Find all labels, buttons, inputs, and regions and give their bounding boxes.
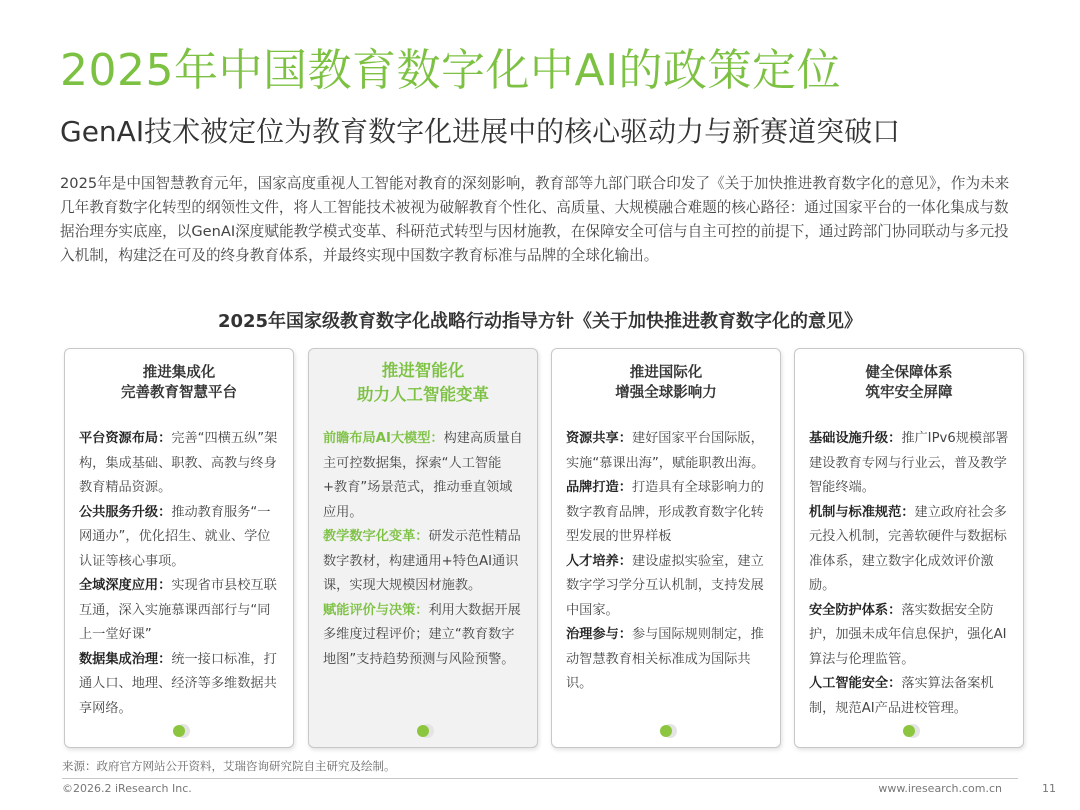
item-text: 参与国际规则制定，推动智慧教育相关标准成为国际共识。 bbox=[566, 627, 764, 691]
card-row bbox=[64, 348, 1026, 750]
item-key: 平台资源布局： bbox=[79, 431, 172, 446]
item-text: 打造具有全球影响力的数字教育品牌，形成教育数字化转型发展的世界样板 bbox=[566, 480, 764, 544]
card-title bbox=[795, 363, 1023, 403]
card-title-line1: 推进集成化 bbox=[142, 365, 216, 381]
footer-divider bbox=[62, 778, 1018, 779]
card-intelligence bbox=[308, 348, 538, 748]
card-item bbox=[323, 525, 525, 599]
card-title-line2: 助力人工智能变革 bbox=[357, 385, 489, 404]
website-link[interactable]: www.iresearch.com.cn bbox=[878, 782, 1002, 795]
item-text: 实现省市县校互联互通，深入实施慕课西部行与“同上一堂好课” bbox=[79, 578, 277, 642]
item-text: 完善“四横五纵”架构，集成基础、职教、高教与终身教育精品资源。 bbox=[79, 431, 278, 495]
card-body bbox=[566, 427, 768, 697]
source-note: 来源：政府官方网站公开资料，艾瑞咨询研究院自主研究及绘制。 bbox=[62, 759, 396, 773]
item-text: 统一接口标准，打通人口、地理、经济等多维数据共享网络。 bbox=[79, 651, 277, 716]
card-item bbox=[566, 476, 768, 550]
card-item bbox=[809, 672, 1011, 721]
intro-paragraph: 2025年是中国智慧教育元年，国家高度重视人工智能对教育的深刻影响，教育部等九部门联合印发了《关于加快推进教育数字化的意见》，作为未来几年教育数字化转型的纲领性文件，将人工智能技术被视为破解教育个性化、高质量、大规模融合难题的核心路径：通过国家平台的一体化集成与数据治理夯实底座，以GenAI深度赋能教学模式变革、科研范式转型与因材施教，在保障安全可信与自主可控的前提下，通过跨部门协同联动与多元投入机制，构建泛在可及的终身教育体系，并最终实现中国数字教育标准与品牌的全球化输出。 bbox=[60, 175, 1010, 264]
card-item bbox=[79, 501, 281, 575]
card-body bbox=[809, 427, 1011, 721]
card-title bbox=[65, 363, 293, 403]
item-key: 数据集成治理： bbox=[79, 651, 172, 667]
item-key: 机制与标准规范： bbox=[809, 504, 915, 520]
toggle-dot-icon bbox=[417, 725, 429, 737]
section-heading: 2025年国家级教育数字化战略行动指导方针《关于加快推进教育数字化的意见》 bbox=[217, 311, 863, 332]
item-key: 人工智能安全： bbox=[809, 676, 902, 691]
card-security bbox=[794, 348, 1024, 748]
item-text: 研发示范性精品数字教材，构建通用+特色AI通识课，实现大规模因材施教。 bbox=[323, 529, 521, 593]
item-text: 建设虚拟实验室，建立数字学习学分互认机制，支持发展中国家。 bbox=[566, 553, 764, 618]
toggle-dot-icon bbox=[660, 725, 672, 737]
card-integration bbox=[64, 348, 294, 748]
copyright: ©2026.2 iResearch Inc. bbox=[62, 782, 192, 795]
card-item bbox=[323, 599, 525, 673]
card-title-line2: 完善教育智慧平台 bbox=[121, 385, 237, 401]
item-key: 赋能评价与决策： bbox=[323, 602, 429, 618]
item-key: 品牌打造： bbox=[566, 480, 632, 495]
item-text: 落实数据安全防护，加强未成年信息保护，强化AI算法与伦理监管。 bbox=[809, 602, 1007, 667]
toggle-dot-icon bbox=[903, 725, 915, 737]
item-key: 前瞻布局AI大模型： bbox=[323, 431, 444, 446]
item-text: 建立政府社会多元投入机制，完善软硬件与数据标准体系，建立数字化成效评价激励。 bbox=[809, 504, 1007, 593]
item-key: 资源共享： bbox=[566, 431, 632, 446]
item-key: 公共服务升级： bbox=[79, 504, 172, 520]
item-text: 构建高质量自主可控数据集，探索“人工智能+教育”场景范式，推动垂直领域应用。 bbox=[323, 431, 523, 520]
card-item bbox=[79, 427, 281, 501]
item-key: 基础设施升级： bbox=[809, 431, 902, 446]
card-item bbox=[809, 501, 1011, 599]
item-key: 治理参与： bbox=[566, 627, 632, 642]
toggle-dot-icon bbox=[173, 725, 185, 737]
card-item bbox=[79, 648, 281, 722]
card-title-line1: 健全保障体系 bbox=[865, 365, 953, 381]
card-item bbox=[809, 599, 1011, 673]
item-text: 推广IPv6规模部署建设教育专网与行业云，普及教学智能终端。 bbox=[809, 431, 1009, 495]
card-item bbox=[566, 427, 768, 476]
item-text: 建好国家平台国际版，实施“慕课出海”，赋能职教出海。 bbox=[566, 431, 765, 471]
item-text: 推动教育服务“一网通办”，优化招生、就业、学位认证等核心事项。 bbox=[79, 504, 271, 569]
card-item bbox=[809, 427, 1011, 501]
card-title bbox=[309, 359, 537, 407]
item-text: 落实算法备案机制，规范AI产品进校管理。 bbox=[809, 676, 994, 716]
item-text: 利用大数据开展多维度过程评价；建立“教育数字地图”支持趋势预测与风险预警。 bbox=[323, 602, 521, 667]
card-title-line1: 推进国际化 bbox=[629, 365, 703, 381]
card-title-line1: 推进智能化 bbox=[381, 361, 465, 380]
card-title-line2: 增强全球影响力 bbox=[615, 385, 717, 401]
card-body bbox=[79, 427, 281, 721]
card-item bbox=[566, 623, 768, 697]
item-key: 人才培养： bbox=[566, 553, 632, 569]
card-item bbox=[79, 574, 281, 648]
page-number: 11 bbox=[1042, 782, 1056, 795]
card-internationalization bbox=[551, 348, 781, 748]
item-key: 安全防护体系： bbox=[809, 602, 902, 618]
item-key: 全域深度应用： bbox=[79, 578, 172, 593]
page-subtitle: GenAI技术被定位为教育数字化进展中的核心驱动力与新赛道突破口 bbox=[60, 115, 901, 148]
card-item bbox=[323, 427, 525, 525]
page-title: 2025年中国教育数字化中AI的政策定位 bbox=[60, 45, 842, 96]
card-title bbox=[552, 363, 780, 403]
card-item bbox=[566, 550, 768, 624]
card-title-line2: 筑牢安全屏障 bbox=[865, 385, 953, 401]
card-body bbox=[323, 427, 525, 672]
item-key: 教学数字化变革： bbox=[323, 529, 429, 544]
